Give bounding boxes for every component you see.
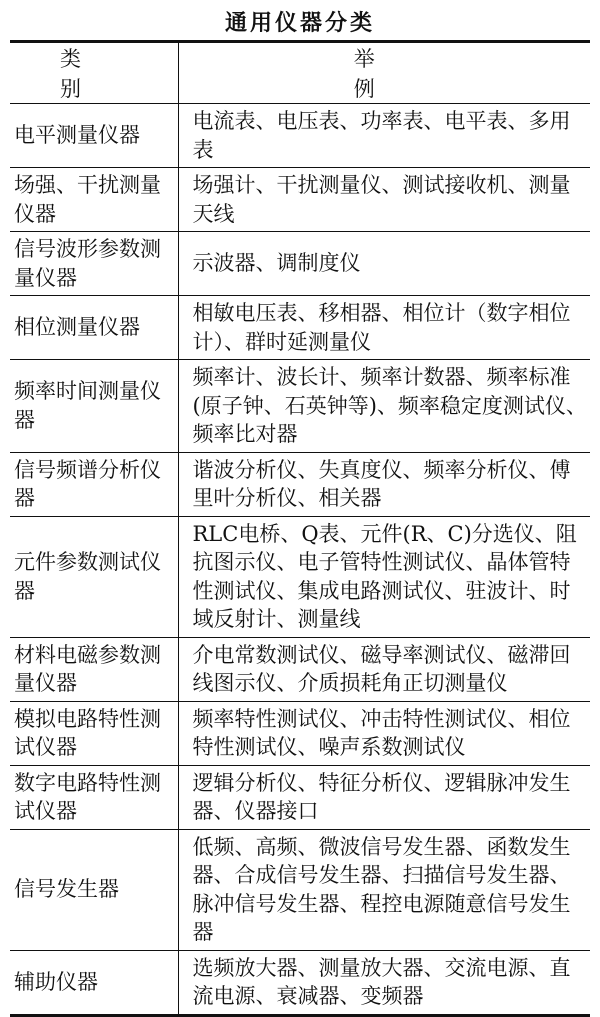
- table-row: [10, 516, 590, 637]
- table-row: [10, 168, 590, 232]
- header-examples: 举例: [178, 42, 590, 104]
- row-category: 模拟电路特性测试仪器: [10, 701, 178, 765]
- row-category: 频率时间测量仪器: [10, 360, 178, 453]
- row-examples: 相敏电压表、移相器、相位计（数字相位计）、群时延测量仪: [178, 296, 590, 360]
- table-row: [10, 360, 590, 453]
- row-category: 材料电磁参数测量仪器: [10, 637, 178, 701]
- row-examples: 频率特性测试仪、冲击特性测试仪、相位特性测试仪、噪声系数测试仪: [178, 701, 590, 765]
- table-row: [10, 765, 590, 829]
- row-category: 数字电路特性测试仪器: [10, 765, 178, 829]
- row-examples: RLC电桥、Q表、元件(R、C)分选仪、阻抗图示仪、电子管特性测试仪、晶体管特性测试仪、集成电路测试仪、驻波计、时域反射计、测量线: [178, 516, 590, 637]
- table-title: 通用仪器分类: [224, 10, 375, 36]
- table-row: [10, 232, 590, 296]
- row-examples: 选频放大器、测量放大器、交流电源、直流电源、衰减器、变频器: [178, 950, 590, 1015]
- row-examples: 介电常数测试仪、磁导率测试仪、磁滞回线图示仪、介质损耗角正切测量仪: [178, 637, 590, 701]
- row-category: 辅助仪器: [10, 950, 178, 1015]
- row-category: 信号波形参数测量仪器: [10, 232, 178, 296]
- row-category: 场强、干扰测量仪器: [10, 168, 178, 232]
- header-row: [10, 42, 590, 104]
- table-row: [10, 452, 590, 516]
- table-row: [10, 701, 590, 765]
- table-row: [10, 296, 590, 360]
- row-category: 信号发生器: [10, 829, 178, 950]
- row-examples: 低频、高频、微波信号发生器、函数发生器、合成信号发生器、扫描信号发生器、脉冲信号发生器、程控电源随意信号发生器: [178, 829, 590, 950]
- row-category: 电平测量仪器: [10, 104, 178, 168]
- row-category: 相位测量仪器: [10, 296, 178, 360]
- table-row: [10, 104, 590, 168]
- classification-table: [10, 40, 590, 1017]
- row-examples: 逻辑分析仪、特征分析仪、逻辑脉冲发生器、仪器接口: [178, 765, 590, 829]
- row-examples: 场强计、干扰测量仪、测试接收机、测量天线: [178, 168, 590, 232]
- row-examples: 谐波分析仪、失真度仪、频率分析仪、傅里叶分析仪、相关器: [178, 452, 590, 516]
- header-category: 类别: [10, 42, 178, 104]
- table-row: [10, 829, 590, 950]
- row-examples: 电流表、电压表、功率表、电平表、多用表: [178, 104, 590, 168]
- row-category: 信号频谱分析仪器: [10, 452, 178, 516]
- row-examples: 示波器、调制度仪: [178, 232, 590, 296]
- row-category: 元件参数测试仪器: [10, 516, 178, 637]
- row-examples: 频率计、波长计、频率计数器、频率标准(原子钟、石英钟等)、频率稳定度测试仪、频率比对器: [178, 360, 590, 453]
- table-row: [10, 637, 590, 701]
- table-row: [10, 950, 590, 1015]
